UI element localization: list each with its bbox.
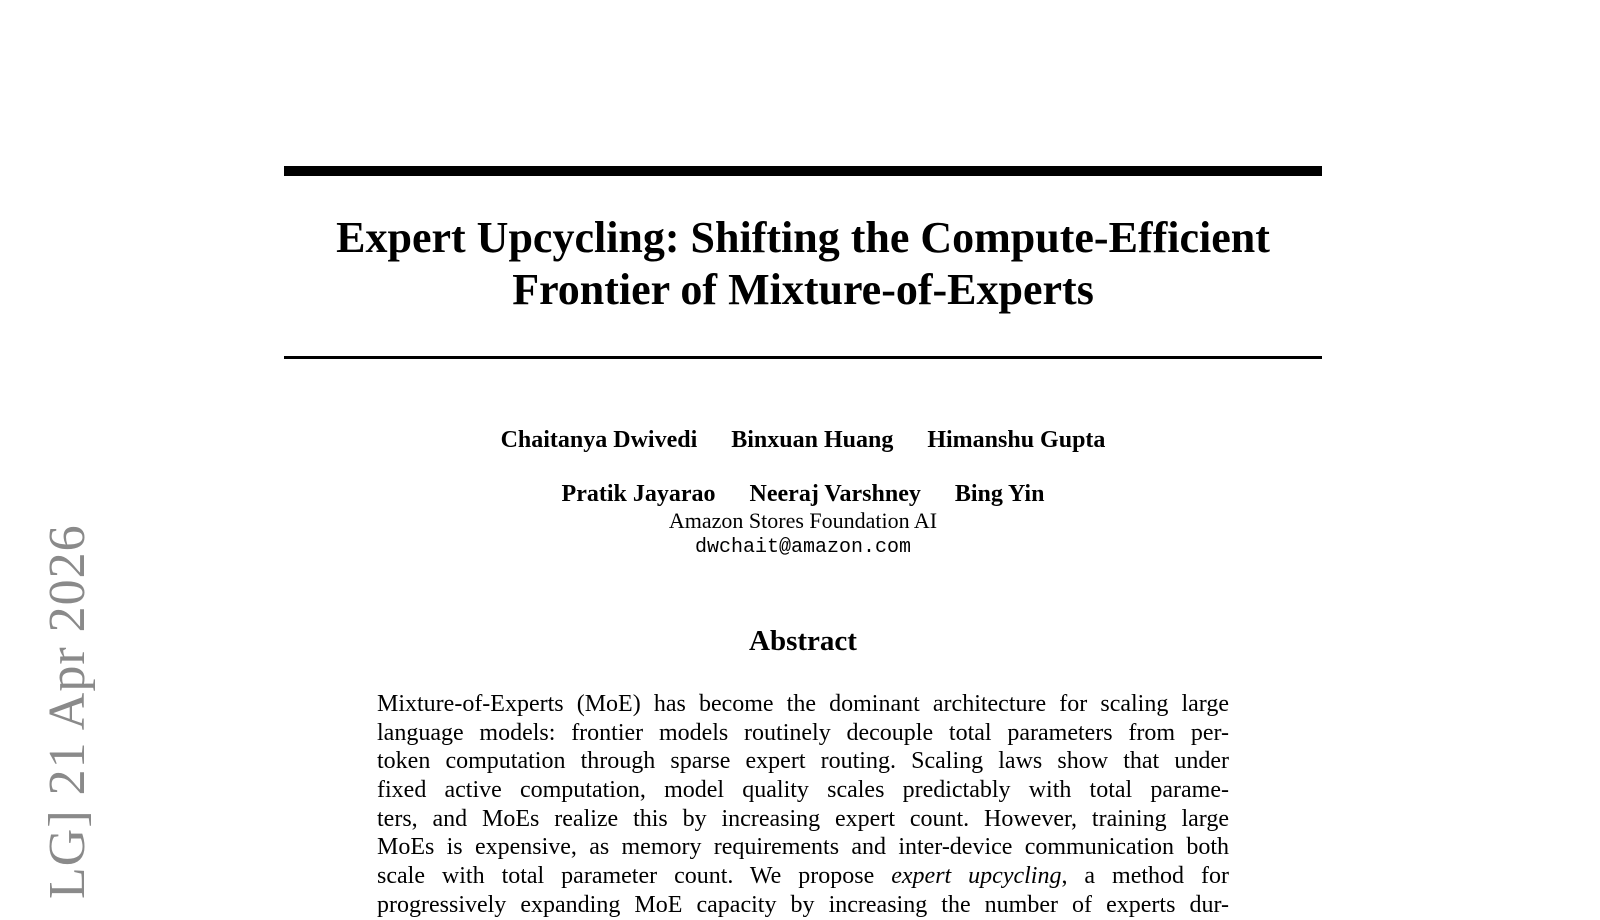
author-name: Binxuan Huang [731, 427, 894, 453]
author-name: Pratik Jayarao [561, 481, 716, 507]
author-name: Himanshu Gupta [927, 427, 1106, 453]
paper-title [284, 212, 1322, 316]
authors-row-1 [284, 425, 1322, 455]
abstract-line: fixed active computation, model quality scales predictably with total parame- [377, 777, 1229, 804]
arxiv-side-stamp: LG] 21 Apr 2026 [39, 524, 96, 899]
abstract-line: progressively expanding MoE capacity by increasing the number of experts dur- [377, 891, 1229, 918]
authors-row-2 [284, 479, 1322, 509]
title-line-2: Frontier of Mixture-of-Experts [512, 265, 1094, 314]
abstract-line: language models: frontier models routinely decouple total parameters from per- [377, 719, 1229, 746]
author-name: Bing Yin [954, 481, 1045, 507]
abstract-line: MoEs is expensive, as memory requirements and inter-device communication both [377, 834, 1229, 861]
author-email[interactable]: dwchait@amazon.com [694, 536, 912, 559]
abstract-line [377, 862, 1229, 891]
affiliation: Amazon Stores Foundation AI [668, 508, 938, 533]
abstract-body [377, 690, 1229, 920]
author-name: Chaitanya Dwivedi [500, 427, 698, 453]
abstract-line-7-tail: , a method for [1061, 863, 1229, 890]
abstract-line-7-italic: expert upcycling [891, 863, 1062, 890]
abstract-line: Mixture-of-Experts (MoE) has become the dominant architecture for scaling large [377, 691, 1229, 717]
abstract-line: token computation through sparse expert routing. Scaling laws show that under [377, 748, 1229, 775]
abstract-line-7-head: scale with total parameter count. We propose [377, 863, 892, 890]
author-name: Neeraj Varshney [749, 481, 921, 507]
abstract-line: ters, and MoEs realize this by increasing expert count. However, training large [377, 805, 1229, 832]
title-line-1: Expert Upcycling: Shifting the Compute-Efficient [336, 213, 1270, 262]
title-bottom-rule [284, 356, 1322, 359]
top-thick-rule [284, 166, 1322, 176]
abstract-heading: Abstract [749, 625, 857, 657]
